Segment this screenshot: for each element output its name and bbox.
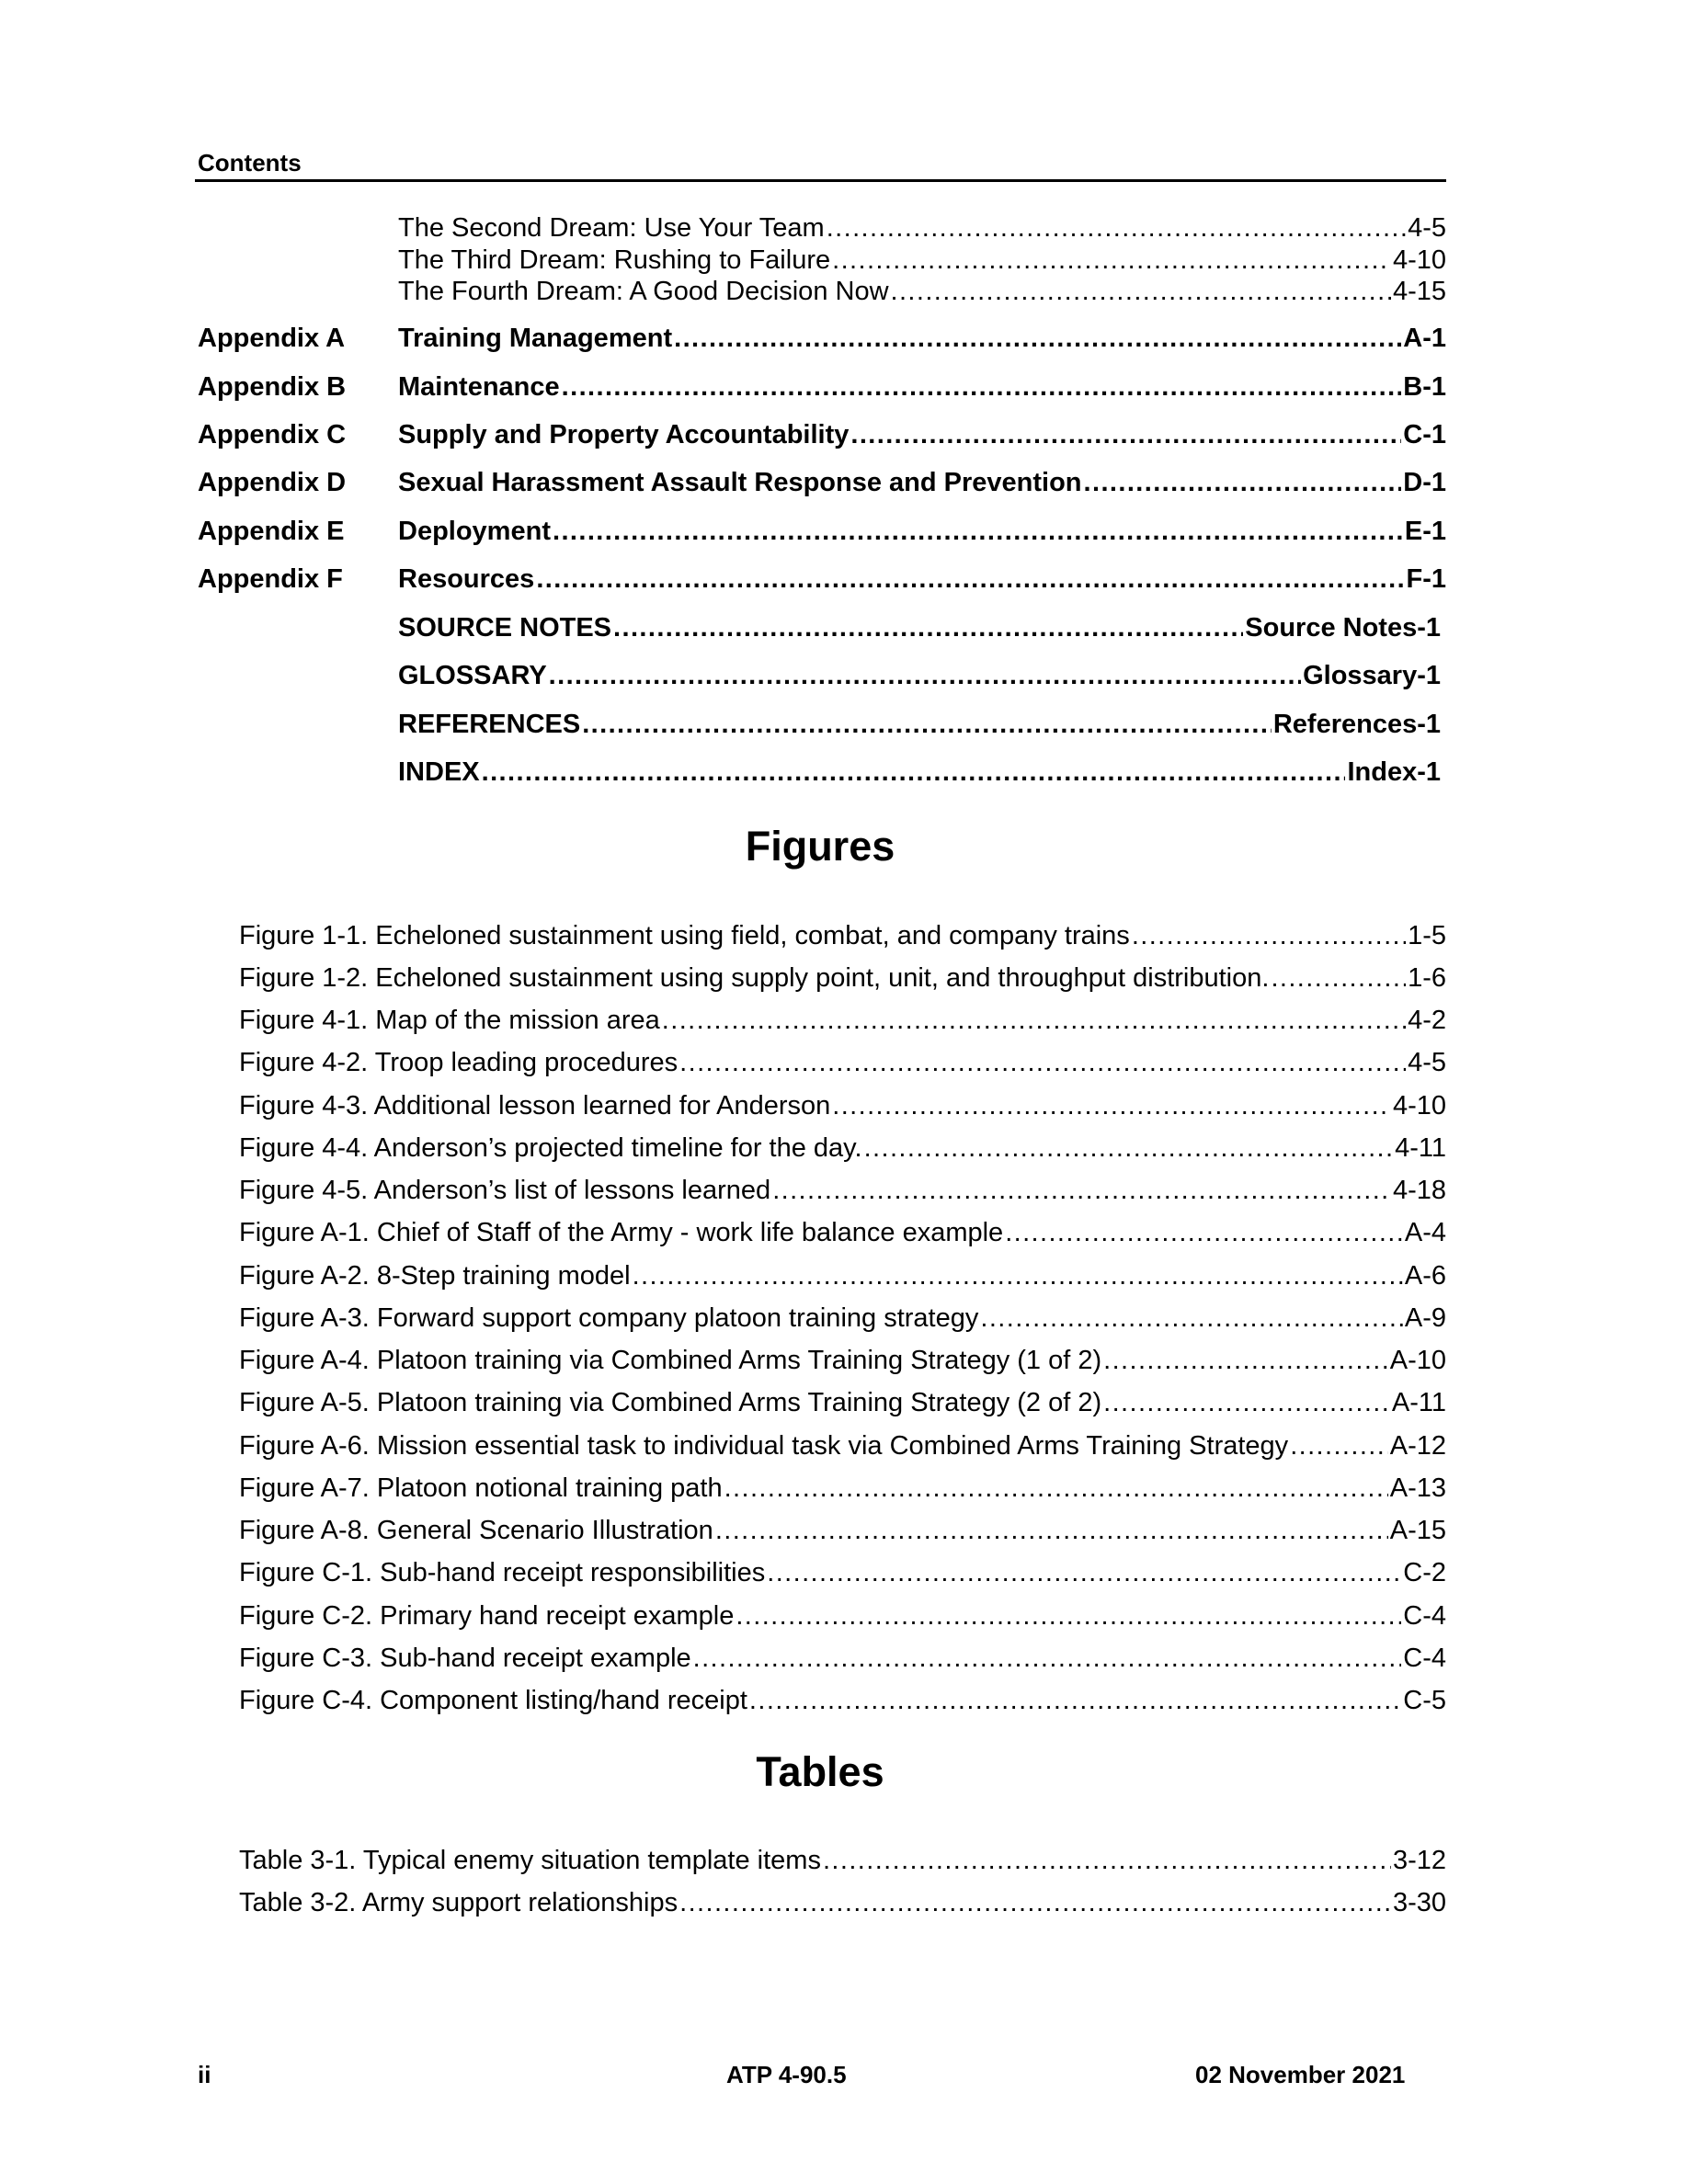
toc-appendix-row[interactable]: [398, 564, 1446, 595]
figure-list-item[interactable]: [239, 1346, 1446, 1376]
figure-entry-title: Figure C-1. Sub-hand receipt responsibilities: [239, 1558, 766, 1587]
toc-entry-title: Training Management: [398, 324, 673, 353]
figure-entry-page: A-9: [1404, 1303, 1446, 1333]
toc-entry-title: Supply and Property Accountability: [398, 420, 850, 449]
dot-leader: [823, 1846, 1391, 1876]
dot-leader: [724, 1473, 1388, 1504]
figure-entry-title: Figure 1-1. Echeloned sustainment using field, combat, and company trains: [239, 921, 1130, 950]
dot-leader: [832, 1091, 1391, 1121]
footer-page-number: ii: [198, 2061, 211, 2088]
dot-leader: [980, 1303, 1403, 1334]
figure-list-item[interactable]: [239, 921, 1446, 951]
appendix-label: Appendix B: [198, 372, 347, 402]
dot-leader: [693, 1644, 1402, 1674]
figure-entry-page: 4-18: [1392, 1176, 1446, 1205]
footer-date: 02 November 2021: [1195, 2061, 1406, 2088]
figure-entry-title: Figure A-8. General Scenario Illustration: [239, 1516, 713, 1545]
figure-list-item[interactable]: [239, 1091, 1446, 1121]
figure-entry-title: Figure 4-2. Troop leading procedures: [239, 1048, 679, 1077]
figure-entry-page: A-6: [1404, 1261, 1446, 1291]
dot-leader: [850, 420, 1401, 450]
dot-leader: [1005, 1218, 1403, 1248]
figure-entry-page: A-4: [1404, 1218, 1446, 1247]
figure-list-item[interactable]: [239, 1558, 1446, 1588]
toc-entry-page: 4-5: [1408, 213, 1446, 243]
figure-entry-page: 4-11: [1395, 1133, 1446, 1163]
dot-leader: [827, 213, 1406, 244]
toc-entry-page: Glossary-1: [1303, 661, 1441, 690]
toc-appendix-row[interactable]: [398, 324, 1446, 354]
figure-entry-title: Figure C-3. Sub-hand receipt example: [239, 1644, 691, 1673]
figure-list-item[interactable]: [239, 1176, 1446, 1206]
figure-list-item[interactable]: [239, 1473, 1446, 1504]
figure-list-item[interactable]: [239, 1048, 1446, 1078]
dot-leader: [662, 1006, 1406, 1036]
toc-entry-title: Maintenance: [398, 372, 560, 402]
toc-entry-page: B-1: [1403, 372, 1446, 402]
figure-entry-page: C-4: [1403, 1644, 1446, 1673]
dot-leader: [1271, 963, 1406, 994]
figure-entry-page: A-10: [1389, 1346, 1446, 1375]
toc-entry-title: Resources: [398, 564, 535, 594]
toc-entry-title: The Third Dream: Rushing to Failure: [398, 245, 831, 275]
figure-entry-title: Figure 4-1. Map of the mission area: [239, 1006, 660, 1035]
toc-entry-title: The Second Dream: Use Your Team: [398, 213, 825, 243]
toc-entry-title: Deployment: [398, 517, 551, 546]
figure-entry-page: A-11: [1391, 1388, 1446, 1417]
figure-list-item[interactable]: [239, 1686, 1446, 1716]
appendix-label: Appendix A: [198, 324, 346, 353]
toc-backmatter-row[interactable]: [398, 757, 1441, 788]
dot-leader: [679, 1888, 1391, 1918]
figure-entry-page: C-2: [1403, 1558, 1446, 1587]
table-entry-page: 3-12: [1392, 1846, 1446, 1875]
figure-entry-page: A-15: [1389, 1516, 1446, 1545]
dot-leader: [549, 661, 1301, 691]
dot-leader: [772, 1176, 1391, 1206]
toc-entry-title: GLOSSARY: [398, 661, 547, 690]
toc-subsection-row[interactable]: [398, 245, 1446, 276]
appendix-label: Appendix E: [198, 517, 345, 546]
figure-entry-page: C-4: [1403, 1601, 1446, 1631]
figure-entry-page: 4-5: [1408, 1048, 1446, 1077]
table-entry-title: Table 3-1. Typical enemy situation template items: [239, 1846, 821, 1875]
figure-entry-page: 4-2: [1408, 1006, 1446, 1035]
figure-entry-title: Figure A-5. Platoon training via Combined Arms Training Strategy (2 of 2): [239, 1388, 1102, 1417]
figure-list-item[interactable]: [239, 1303, 1446, 1334]
toc-entry-page: Index-1: [1347, 757, 1441, 787]
table-list-item[interactable]: [239, 1846, 1446, 1876]
dot-leader: [749, 1686, 1401, 1716]
figure-entry-page: 1-5: [1408, 921, 1446, 950]
figure-entry-page: C-5: [1403, 1686, 1446, 1715]
dot-leader: [1132, 921, 1406, 951]
figure-entry-title: Figure A-7. Platoon notional training path: [239, 1473, 723, 1503]
toc-entry-page: D-1: [1403, 468, 1446, 497]
figure-list-item[interactable]: [239, 1388, 1446, 1418]
figures-heading: Figures: [745, 823, 895, 870]
toc-appendix-row[interactable]: [398, 468, 1446, 498]
figure-list-item[interactable]: [239, 1006, 1446, 1036]
dot-leader: [767, 1558, 1401, 1588]
figure-entry-page: 1-6: [1408, 963, 1446, 993]
toc-entry-title: The Fourth Dream: A Good Decision Now: [398, 277, 889, 306]
dot-leader: [832, 245, 1391, 276]
toc-entry-title: Sexual Harassment Assault Response and Prevention: [398, 468, 1082, 497]
figure-entry-page: A-13: [1389, 1473, 1446, 1503]
figure-list-item[interactable]: [239, 1133, 1446, 1164]
figure-entry-title: Figure A-1. Chief of Staff of the Army - work life balance example: [239, 1218, 1004, 1247]
dot-leader: [633, 1261, 1403, 1291]
dot-leader: [674, 324, 1401, 354]
dot-leader: [891, 277, 1391, 307]
toc-appendix-row[interactable]: [398, 517, 1446, 547]
toc-backmatter-row[interactable]: [398, 661, 1441, 691]
toc-entry-title: SOURCE NOTES: [398, 613, 612, 643]
toc-entry-page: A-1: [1403, 324, 1446, 353]
figure-list-item[interactable]: [239, 963, 1446, 994]
figure-list-item[interactable]: [239, 1644, 1446, 1674]
tables-heading: Tables: [756, 1748, 884, 1795]
figure-entry-title: Figure 4-4. Anderson’s projected timeline for the day.: [239, 1133, 862, 1163]
toc-entry-page: F-1: [1406, 564, 1446, 594]
dot-leader: [536, 564, 1404, 595]
dot-leader: [1103, 1388, 1390, 1418]
dot-leader: [679, 1048, 1406, 1078]
figure-entry-title: Figure 4-5. Anderson’s list of lessons learned: [239, 1176, 771, 1205]
figure-list-item[interactable]: [239, 1218, 1446, 1248]
toc-appendix-row[interactable]: [398, 420, 1446, 450]
figure-list-item[interactable]: [239, 1601, 1446, 1632]
dot-leader: [553, 517, 1403, 547]
table-list-item[interactable]: [239, 1888, 1446, 1918]
figure-entry-page: 4-10: [1392, 1091, 1446, 1120]
toc-entry-page: 4-15: [1392, 277, 1446, 306]
toc-backmatter-row[interactable]: [398, 613, 1441, 643]
toc-entry-page: Source Notes-1: [1245, 613, 1441, 643]
figure-entry-title: Figure A-3. Forward support company platoon training strategy: [239, 1303, 979, 1333]
toc-entry-page: E-1: [1404, 517, 1446, 546]
dot-leader: [562, 372, 1402, 403]
toc-entry-title: INDEX: [398, 757, 480, 787]
figure-entry-title: Figure 4-3. Additional lesson learned for Anderson: [239, 1091, 831, 1120]
figure-entry-title: Figure A-2. 8-Step training model: [239, 1261, 631, 1291]
dot-leader: [582, 710, 1272, 740]
dot-leader: [482, 757, 1346, 788]
appendix-label: Appendix C: [198, 420, 347, 449]
figure-list-item[interactable]: [239, 1516, 1446, 1546]
figure-list-item[interactable]: [239, 1261, 1446, 1291]
appendix-label: Appendix D: [198, 468, 347, 497]
toc-entry-page: References-1: [1272, 710, 1441, 739]
dot-leader: [1103, 1346, 1388, 1376]
toc-entry-title: REFERENCES: [398, 710, 581, 739]
dot-leader: [1290, 1431, 1388, 1462]
figure-entry-page: A-12: [1389, 1431, 1446, 1461]
figure-entry-title: Figure A-4. Platoon training via Combined Arms Training Strategy (1 of 2): [239, 1346, 1102, 1375]
figure-entry-title: Figure 1-2. Echeloned sustainment using supply point, unit, and throughput distribution.: [239, 963, 1270, 993]
toc-appendix-row[interactable]: [398, 372, 1446, 403]
header-divider: [195, 179, 1446, 182]
toc-backmatter-row[interactable]: [398, 710, 1441, 740]
dot-leader: [864, 1133, 1394, 1164]
footer-publication: ATP 4-90.5: [726, 2061, 847, 2088]
toc-subsection-row[interactable]: [398, 213, 1446, 244]
figure-entry-title: Figure C-2. Primary hand receipt example: [239, 1601, 735, 1631]
toc-entry-page: C-1: [1403, 420, 1446, 449]
dot-leader: [736, 1601, 1401, 1632]
figure-entry-title: Figure A-6. Mission essential task to individual task via Combined Arms Training Strategy: [239, 1431, 1289, 1461]
figure-entry-title: Figure C-4. Component listing/hand receipt: [239, 1686, 747, 1715]
toc-subsection-row[interactable]: [398, 277, 1446, 307]
table-entry-page: 3-30: [1392, 1888, 1446, 1917]
dot-leader: [613, 613, 1243, 643]
running-header: Contents: [198, 149, 302, 176]
dot-leader: [715, 1516, 1388, 1546]
dot-leader: [1084, 468, 1402, 498]
table-entry-title: Table 3-2. Army support relationships: [239, 1888, 679, 1917]
toc-entry-page: 4-10: [1392, 245, 1446, 275]
figure-list-item[interactable]: [239, 1431, 1446, 1462]
appendix-label: Appendix F: [198, 564, 343, 594]
